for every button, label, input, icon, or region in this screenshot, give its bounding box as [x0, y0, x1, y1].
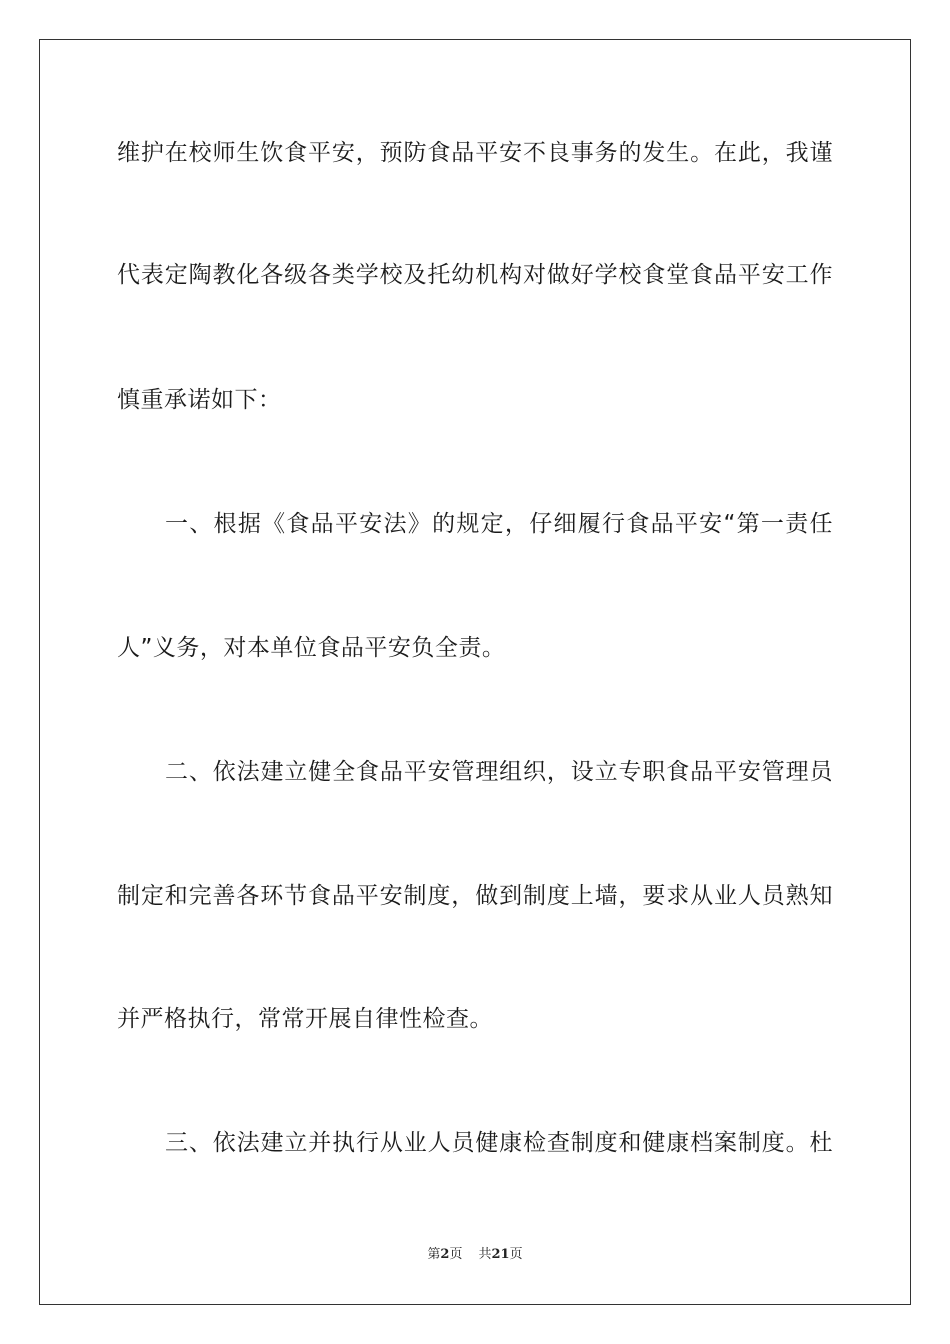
body-text-line: 维护在校师生饮食平安，预防食品平安不良事务的发生。在此，我谨: [117, 140, 833, 166]
paragraph-first-line: 三、依法建立并执行从业人员健康检查制度和健康档案制度。杜: [165, 1130, 833, 1156]
page-border: [39, 39, 911, 1305]
current-page-number: 2: [440, 1247, 450, 1262]
body-text-line: 代表定陶教化各级各类学校及托幼机构对做好学校食堂食品平安工作: [117, 262, 833, 288]
paragraph-first-line: 二、依法建立健全食品平安管理组织，设立专职食品平安管理员: [165, 759, 833, 785]
total-unit: 页: [509, 1247, 523, 1262]
body-text-line: 并严格执行，常常开展自律性检查。: [117, 1006, 493, 1032]
body-text-line: 慎重承诺如下：: [117, 387, 282, 413]
total-page-count: 21: [491, 1247, 510, 1262]
page-prefix: 第: [427, 1247, 441, 1262]
body-text-line: 制定和完善各环节食品平安制度，做到制度上墙，要求从业人员熟知: [117, 883, 833, 909]
body-text-line: 人”义务，对本单位食品平安负全责。: [117, 635, 506, 661]
paragraph-first-line: 一、根据《食品平安法》的规定，仔细履行食品平安“第一责任: [165, 511, 833, 537]
page-unit: 页: [449, 1247, 463, 1262]
total-prefix: 共: [478, 1247, 492, 1262]
page-footer: [0, 1247, 950, 1263]
